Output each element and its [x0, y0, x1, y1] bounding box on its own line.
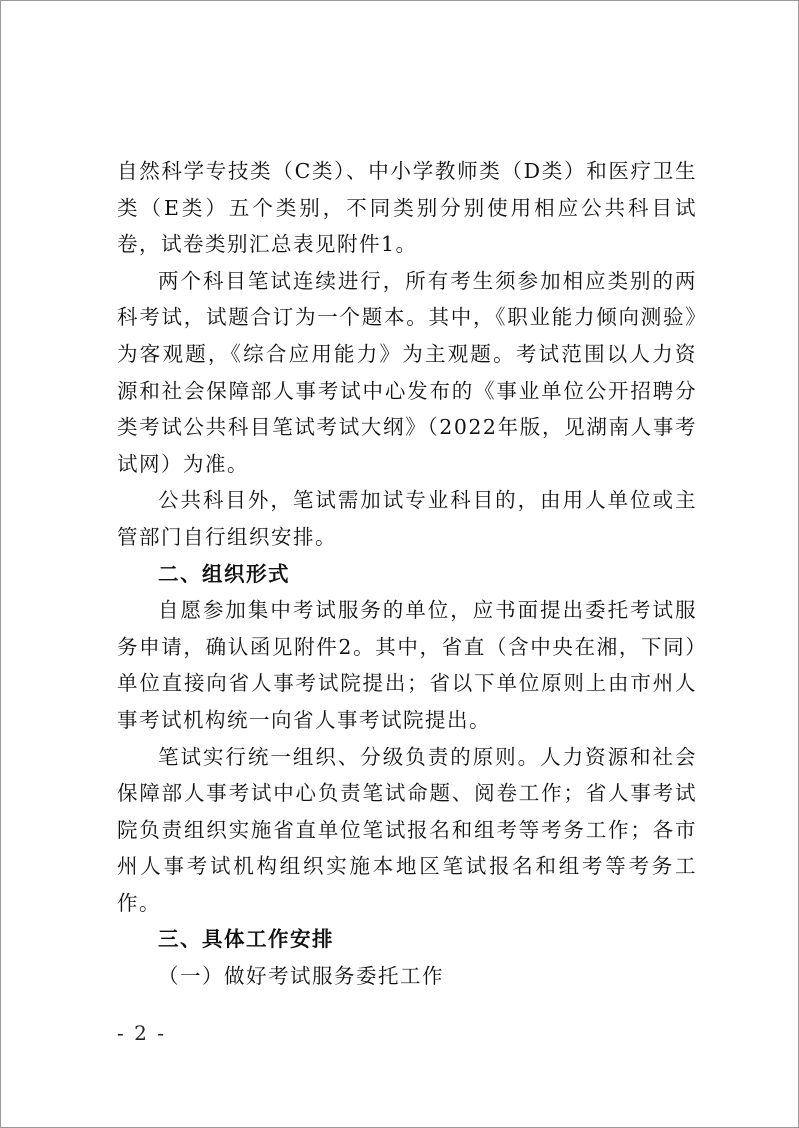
paragraph-exam-subjects: 两个科目笔试连续进行，所有考生须参加相应类别的两科考试，试题合订为一个题本。其中，《职业能力倾向测验》为客观题，《综合应用能力》为主观题。考试范围以人力资源和社会保障部人事考试中心发布的《事业单位公开招聘分类考试公共科目笔试考试大纲》（2022年版，见湖南人事考试网）为准。 [117, 268, 697, 476]
paragraph-responsibilities: 笔试实行统一组织、分级负责的原则。人力资源和社会保障部人事考试中心负责笔试命题、阅卷工作；省人事考试院负责组织实施省直单位笔试报名和组考等考务工作；各市州人事考试机构组织实施本地区笔试报名和组考等考务工作。 [117, 744, 697, 915]
section-heading-organization: 二、组织形式 [158, 561, 290, 586]
paragraph-categories: 自然科学专技类（C类）、中小学教师类（D类）和医疗卫生类（E类）五个类别，不同类别分别使用相应公共科目试卷，试卷类别汇总表见附件1。 [117, 159, 697, 257]
section-heading-arrangements: 三、具体工作安排 [158, 927, 334, 952]
paragraph-application: 自愿参加集中考试服务的单位，应书面提出委托考试服务申请，确认函见附件2。其中，省直（含中央在湘，下同）单位直接向省人事考试院提出；省以下单位原则上由市州人事考试机构统一向省人事考试院提出。 [117, 598, 697, 732]
document-body [117, 153, 697, 995]
page-number: - 2 - [117, 1021, 166, 1045]
paragraph-professional-subjects: 公共科目外，笔试需加试专业科目的，由用人单位或主管部门自行组织安排。 [117, 488, 697, 549]
subsection-heading-entrustment: （一）做好考试服务委托工作 [158, 964, 444, 989]
